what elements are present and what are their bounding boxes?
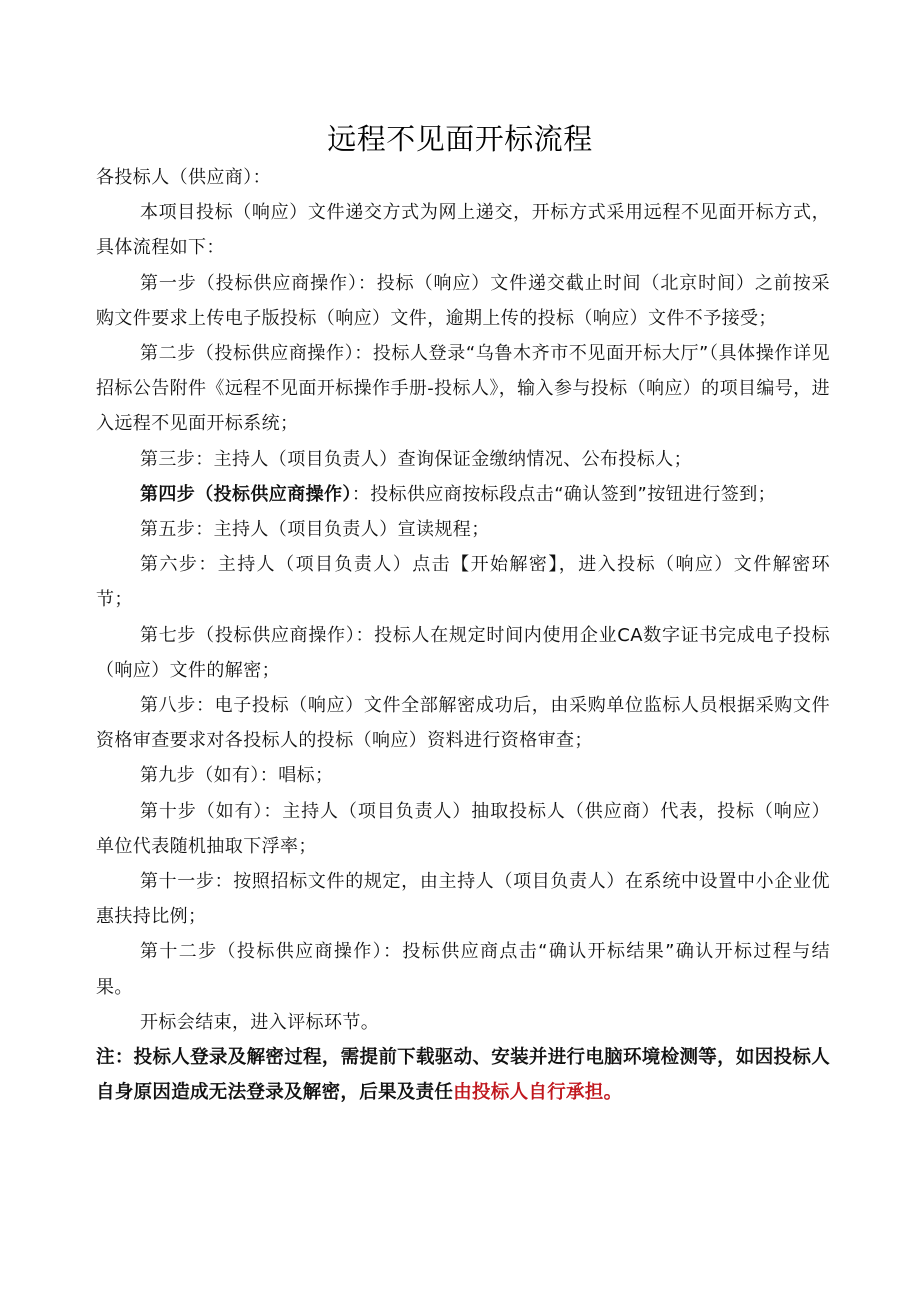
step-text: 第三步：主持人（项目负责人）查询保证金缴纳情况、公布投标人；	[140, 448, 692, 470]
step-text: 第七步（投标供应商操作）：投标人在规定时间内使用企业CA数字证书完成电子投标（响应）文件的解密；	[96, 624, 830, 681]
step-lead: 第四步（投标供应商操作）	[140, 483, 352, 505]
note-highlight: 由投标人自行承担。	[453, 1082, 623, 1104]
step-text: 第十步（如有）：主持人（项目负责人）抽取投标人（供应商）代表，投标（响应）单位代表随机抽取下浮率；	[96, 800, 830, 857]
step-5	[96, 512, 830, 547]
step-text: 第九步（如有）：唱标；	[140, 765, 334, 787]
step-2	[96, 336, 830, 442]
salutation: 各投标人（供应商）：	[96, 167, 271, 188]
document-body	[96, 160, 830, 1110]
step-9	[96, 758, 830, 793]
step-4	[96, 477, 830, 512]
step-text: 第十二步（投标供应商操作）：投标供应商点击“确认开标结果”确认开标过程与结果。	[96, 941, 830, 998]
intro-paragraph: 本项目投标（响应）文件递交方式为网上递交，开标方式采用远程不见面开标方式，具体流程如下：	[96, 202, 830, 259]
step-3	[96, 442, 830, 477]
step-8	[96, 688, 830, 758]
step-text: 第五步：主持人（项目负责人）宣读规程；	[140, 519, 490, 541]
step-6	[96, 547, 830, 617]
step-12	[96, 934, 830, 1004]
step-text: 第十一步：按照招标文件的规定，由主持人（项目负责人）在系统中设置中小企业优惠扶持比例；	[96, 871, 830, 928]
step-text: 第六步：主持人（项目负责人）点击【开始解密】，进入投标（响应）文件解密环节；	[96, 554, 830, 611]
closing-paragraph: 开标会结束，进入评标环节。	[140, 1011, 380, 1033]
page-title: 远程不见面开标流程	[327, 122, 593, 156]
step-10	[96, 794, 830, 864]
step-text: 第一步（投标供应商操作）：投标（响应）文件递交截止时间（北京时间）之前按采购文件要求上传电子版投标（响应）文件，逾期上传的投标（响应）文件不予接受；	[96, 272, 830, 329]
note-text: 注：投标人登录及解密过程，需提前下载驱动、安装并进行电脑环境检测等，如因投标人自身原因造成无法登录及解密，后果及责任	[96, 1047, 830, 1104]
step-11	[96, 864, 830, 934]
step-7	[96, 618, 830, 688]
note-paragraph	[96, 1040, 830, 1110]
step-text: 第八步：电子投标（响应）文件全部解密成功后，由采购单位监标人员根据采购文件资格审查要求对各投标人的投标（响应）资料进行资格审查；	[96, 695, 830, 752]
step-1	[96, 266, 830, 336]
step-text: 第二步（投标供应商操作）：投标人登录“乌鲁木齐市不见面开标大厅”（具体操作详见招标公告附件《远程不见面开标操作手册-投标人》，输入参与投标（响应）的项目编号，进入远程不见面开标系统；	[96, 343, 830, 435]
step-text: ：投标供应商按标段点击“确认签到”按钮进行签到；	[351, 483, 777, 505]
